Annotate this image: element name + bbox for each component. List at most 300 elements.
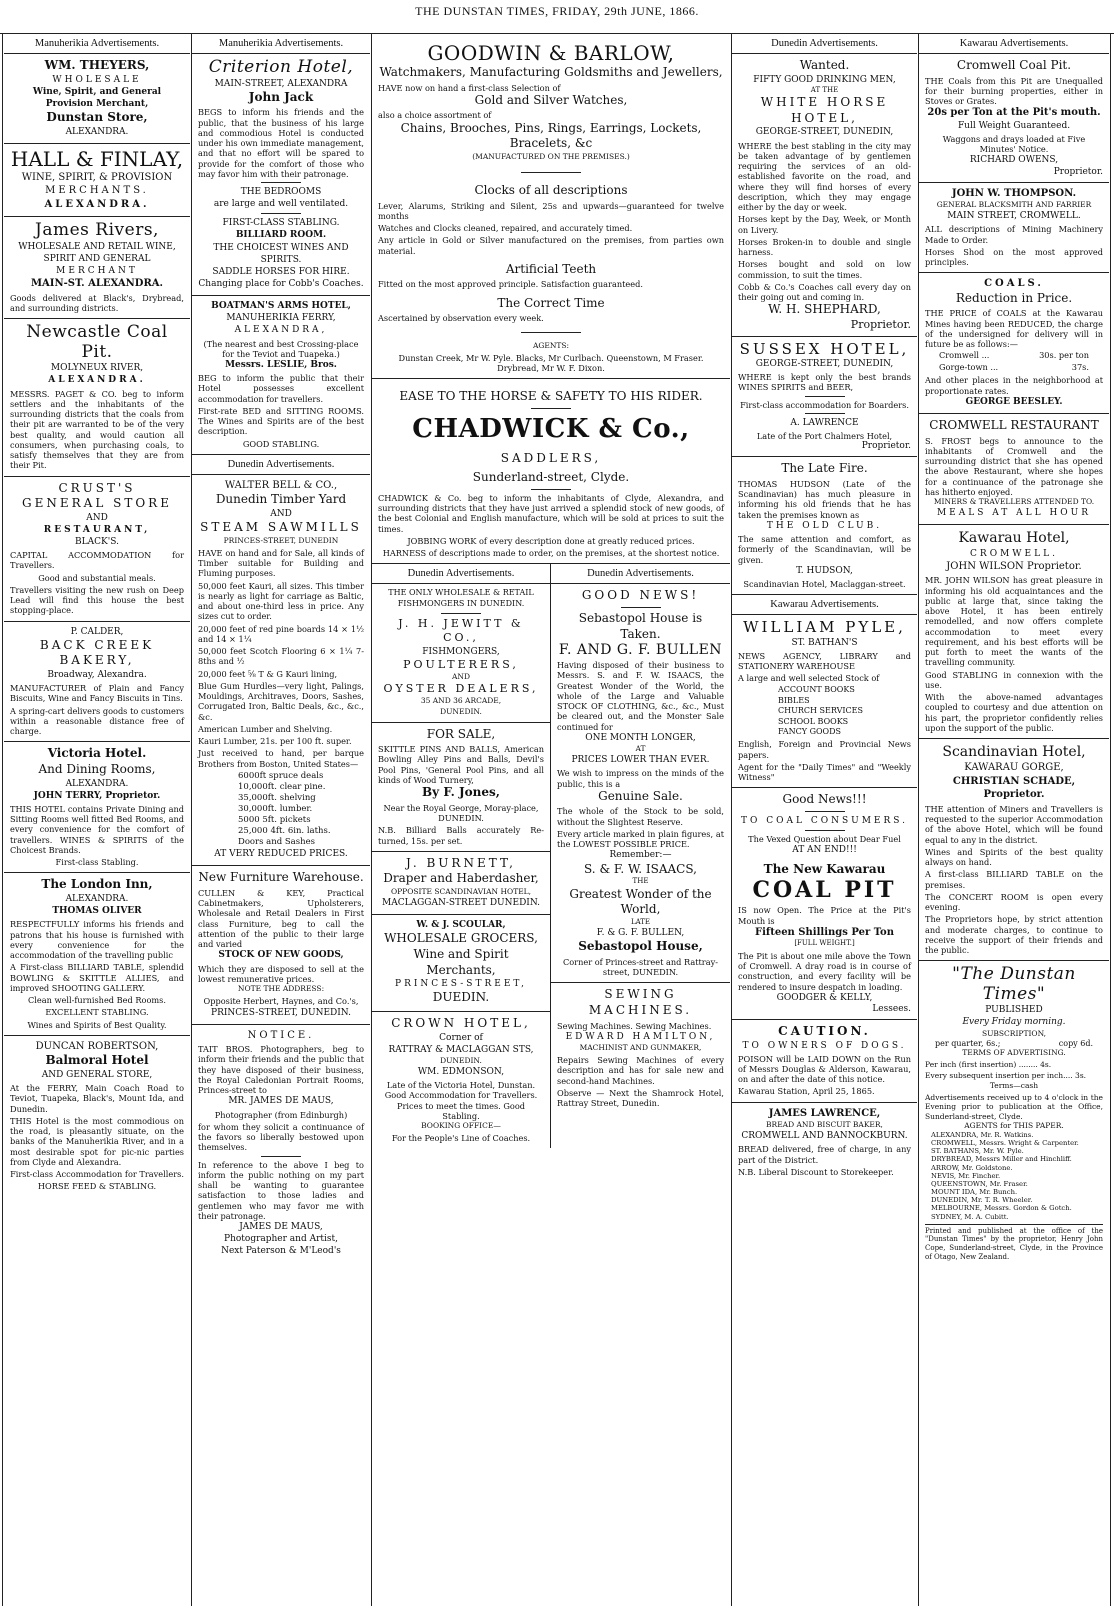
ad-line: Sebastopol House, (578, 939, 703, 954)
ad-line: ALEXANDRA. (65, 893, 129, 904)
divider (261, 182, 301, 183)
ad-body: Travellers visiting the new rush on Deep Lead will find this house the best stopping-place. (10, 584, 184, 616)
ad-body: First-rate BED and SITTING ROOMS. The Wines and Spirits are of the best description. (198, 405, 364, 437)
list-item: 5000 5ft. pickets (238, 815, 311, 826)
subscription-row (925, 1039, 1103, 1048)
ad-body: Wines and Spirits of Best Quality. (27, 1019, 167, 1030)
ad-scoular (372, 915, 550, 1012)
ad-body: Horses bought and sold on low commission, to suit the times. (738, 259, 911, 280)
ad-line: And Dining Rooms, (38, 762, 156, 777)
ad-newcastle-coal (4, 319, 190, 476)
ad-line: DUNEDIN. (440, 1055, 482, 1065)
ad-line: STEAM SAWMILLS (200, 520, 362, 535)
ad-body: The Vexed Question about Dear Fuel (748, 834, 901, 845)
ad-line: MAIN-STREET, ALEXANDRA (214, 78, 348, 89)
ad-body: POISON will be LAID DOWN on the Run of Messrs Douglas & Alderson, Kawarau, on and after the date of this notice. (738, 1053, 911, 1085)
ad-line: Balmoral Hotel (45, 1053, 149, 1068)
ad-line: Dunedin Timber Yard (215, 492, 347, 507)
ad-line: KAWARAU GORGE, (964, 762, 1064, 774)
ad-line: WM. EDMONSON, (417, 1066, 505, 1077)
ad-skittle (372, 723, 550, 852)
ad-body: HARNESS of descriptions made to order, on the premises, at the shortest notice. (382, 548, 720, 559)
column-2 (192, 34, 370, 1606)
ad-body: First-class Stabling. (55, 857, 139, 868)
ad-line: AT THE (810, 85, 839, 94)
ad-scandinavian-hotel (919, 739, 1109, 961)
subscription-copy: copy 6d. (1058, 1038, 1093, 1048)
ad-line: PRINCES-STREET, (395, 979, 527, 990)
list-item: 25,000 4ft. 6in. laths. (238, 826, 331, 837)
ad-line: NOTE THE ADDRESS: (237, 984, 325, 994)
ad-line: RATTRAY & MACLAGGAN STS, (388, 1044, 534, 1055)
ad-line: BACK CREEK BAKERY, (39, 637, 155, 668)
list-item: BIBLES (778, 695, 810, 705)
ad-body: Any article in Gold or Silver manufactured on the premises, from parties own material. (378, 235, 724, 256)
ad-theyers (4, 54, 190, 144)
ad-line: 20s per Ton at the Pit's mouth. (927, 107, 1101, 119)
ad-body: Dunstan Creek, Mr W. Pyle. Blacks, Mr Curlbach. Queenstown, M Fraser. Drybread, Mr W. F. Dixon. (398, 352, 704, 373)
ad-line: AT AN END!!! (792, 845, 857, 856)
ad-line: SADDLE HORSES FOR HIRE. (212, 266, 350, 277)
ad-body: THE attention of Miners and Travellers is requested to the superior Accommodation of the above Hotel, which will be found equal to any in the district. (925, 803, 1103, 845)
ad-title: DUNCAN ROBERTSON, (35, 1040, 159, 1052)
ad-late-fire (732, 457, 917, 595)
ad-line: TO OWNERS OF DOGS. (742, 1040, 907, 1051)
ad-body: WHERE the best stabling in the city may be taken advantage of by gentlemen requiring the services of an old-established favorite on the road, and where they will find horses of every description, which they may engage either by the day or week. (738, 140, 911, 212)
ad-line: WHOLESALE GROCERS, (384, 931, 538, 946)
ad-body: Sewing Machines. Sewing Machines. (557, 1020, 712, 1031)
section-heading: Dunedin Advertisements. (551, 564, 730, 584)
ad-body: THIS HOTEL contains Private Dining and Sitting Rooms well fitted Bed Rooms, and every convenience for the comfort of travellers. WINES & SPIRITS of the Choicest Brands. (10, 803, 184, 855)
ad-thompson (919, 183, 1109, 274)
ad-line: Terms—cash (989, 1080, 1039, 1090)
ad-coals-beesley (919, 273, 1109, 414)
ad-line: THE CHOICEST WINES AND SPIRITS. (213, 242, 349, 265)
ad-title: CHADWICK & Co., (412, 413, 690, 444)
ad-body: Clean well-furnished Bed Rooms. (28, 995, 166, 1006)
ad-title: SUSSEX HOTEL, (739, 339, 910, 358)
ad-title: GOODWIN & BARLOW, (427, 41, 675, 65)
ad-title: JAMES LAWRENCE, (768, 1107, 881, 1119)
ad-line: WINE, SPIRIT, & PROVISION (21, 171, 173, 183)
divider (805, 830, 845, 831)
ad-body: A spring-cart delivers goods to customers within a reasonable distance free of charge. (10, 705, 184, 737)
ad-body: THE PRICE of COALS at the Kawarau Mines having been REDUCED, the charge of the undersigned for delivery will in future be as follows:— (925, 308, 1103, 350)
ad-line: JOHN TERRY, Proprietor. (33, 790, 161, 801)
ad-line: AND GENERAL STORE, (41, 1069, 153, 1080)
ad-line: PRICES LOWER THAN EVER. (571, 755, 710, 766)
ad-line: ALEXANDRA. (48, 375, 146, 386)
ad-body: BEG to inform the public that their Hotel possesses excellent accommodation for travellers. (198, 373, 364, 404)
list-item: ACCOUNT BOOKS (778, 685, 855, 695)
ad-line: THE OLD CLUB. (766, 520, 883, 531)
ad-william-pyle (732, 615, 917, 788)
ad-dunstan-times (919, 961, 1109, 1266)
ad-body: Scandinavian Hotel, Maclaggan-street. (743, 579, 906, 589)
ad-body: The Proprietors hope, by strict attention and moderate charges, to continue to receive the support of their friends and the public. (925, 914, 1103, 955)
ad-line: MINERS & TRAVELLERS ATTENDED TO. (933, 497, 1095, 507)
ad-line: STOCK OF NEW GOODS, (218, 950, 344, 961)
ad-line: TO COAL CONSUMERS. (740, 815, 908, 826)
ad-body: 20,000 feet of red pine boards 14 × 1½ and 14 × 1¼ (198, 623, 364, 644)
ad-line: MR. JAMES DE MAUS, (228, 1096, 334, 1107)
ad-title: Victoria Hotel. (47, 746, 147, 761)
ad-line: GEORGE-STREET, DUNEDIN, (755, 359, 894, 370)
ad-line: MACLAGGAN-STREET DUNEDIN. (382, 898, 540, 909)
ad-title: WALTER BELL & CO., (224, 479, 338, 491)
ad-body: 50,000 feet Kauri, all sizes. This timber is nearly as light for carriage as Baltic, and about one-third less in price. Any sizes cut to order. (198, 580, 364, 622)
ad-body: A First-class BILLIARD TABLE, splendid BOWLING & SKITTLE ALLIES, and improved SHOOTING GALLERY. (10, 962, 184, 993)
ad-body: Lever, Alarums, Striking and Silent, 25s and upwards—guaranteed for twelve months (378, 200, 724, 221)
ad-line: Watchmakers, Manufacturing Goldsmiths and Jewellers, (379, 65, 723, 79)
ad-body: Which they are disposed to sell at the lowest remunerative prices. (198, 963, 364, 984)
ad-body: HAVE now on hand a first-class Selection of (378, 82, 561, 93)
ad-line: W. H. SHEPHARD, (768, 302, 881, 317)
ad-james-rivers (4, 217, 190, 319)
ad-title: J. H. JEWITT & CO., (398, 616, 524, 645)
ad-line: Chains, Brooches, Pins, Rings, Earrings, Lockets, Bracelets, &c (400, 120, 702, 151)
ad-line: Proprietor. (850, 317, 911, 331)
ad-balmoral-hotel (4, 1036, 190, 1197)
agents-list (925, 1131, 1103, 1221)
ad-boatmans-arms (192, 296, 370, 455)
ad-body: 50,000 feet Scotch Flooring 6 × 1¼ 7-8ths and ½ (198, 646, 364, 667)
ad-body: MANUFACTURER of Plain and Fancy Biscuits, Wine and Fancy Biscuits in Tins. (10, 683, 184, 704)
divider (531, 489, 571, 490)
ad-caution-dogs (732, 1020, 917, 1103)
list-item: 30,000ft. lumber. (238, 804, 313, 815)
list-item: QUEENSTOWN, Mr. Fraser. (931, 1179, 1028, 1188)
ad-line: Messrs. LESLIE, Bros. (225, 360, 337, 371)
ad-body: Goods delivered at Black's, Drybread, and surrounding districts. (10, 292, 184, 313)
divider (621, 607, 661, 608)
ad-line: Artificial Teeth (505, 261, 597, 276)
ad-line: OPPOSITE SCANDINAVIAN HOTEL, (390, 887, 532, 896)
masthead: THE DUNSTAN TIMES, FRIDAY, 29th JUNE, 1866. (415, 4, 699, 18)
ad-body: Waggons and drays loaded at Five Minutes' Notice. (942, 133, 1086, 155)
ad-line: F. & G. F. BULLEN, (596, 928, 685, 939)
ad-line: Provision Merchant, (45, 98, 149, 109)
ad-body: CHADWICK & Co. beg to inform the inhabitants of Clyde, Alexandra, and surrounding districts that they have just arrived a splendid stock of new goods, of the best Colonial and English manufacture, which will be sold at prices to suit the times. (378, 492, 724, 534)
ad-kawarau-hotel (919, 525, 1109, 739)
subcolumn-left (372, 564, 551, 1148)
ad-body: The CONCERT ROOM is open every evening. (925, 891, 1103, 912)
ad-line: GOODGER & KELLY, (776, 992, 873, 1003)
ad-line: SADDLERS, (500, 450, 602, 465)
list-item: SYDNEY, M. A. Cubitt. (931, 1212, 1009, 1221)
ad-line: WHOLESALE (52, 74, 142, 85)
ad-line: MACHINIST AND GUNMAKER, (579, 1043, 702, 1053)
ad-line: CROMWELL AND BANNOCKBURN. (741, 1131, 908, 1142)
ad-body: Late of the Port Chalmers Hotel, (756, 431, 893, 442)
ad-body: EXCELLENT STABLING. (45, 1007, 149, 1018)
ad-furniture-warehouse (192, 866, 370, 1024)
ad-line: Fifteen Shillings Per Ton (755, 926, 894, 938)
ad-body: MESSRS. PAGET & CO. beg to inform settlers and the inhabitants of the surrounding districts that the coals from their pit are warranted to be of the very best quality, and would caution all consumers, when purchasing coals, to satisfy themselves that they are from their Pit. (10, 388, 184, 471)
ad-line: LATE (630, 917, 651, 926)
ad-title: P. CALDER, (70, 626, 124, 637)
ad-line: PUBLISHED (985, 1005, 1043, 1016)
ad-title: Kawarau Hotel, (958, 530, 1070, 547)
ad-body: For the People's Line of Coaches. (391, 1133, 531, 1144)
list-item: 35,000ft. shelving (238, 793, 316, 804)
ad-line: Wine and Spirit Merchants, (413, 947, 509, 977)
ad-line: FIFTY GOOD DRINKING MEN, (753, 74, 896, 85)
ad-body: Having disposed of their business to Messrs. S. and F. W. ISAACS, the Greatest Wonder of the World, the whole of the Large and Valuable STOCK OF CLOTHING, &c., &c., Must be cleared out, and the Monster Sale continued for (557, 660, 724, 732)
ad-line: MERCHANT (56, 266, 138, 277)
ad-line: Proprietor. (1053, 166, 1103, 177)
ad-good-news-bullen (551, 584, 730, 983)
ad-title: New Furniture Warehouse. (198, 870, 364, 885)
ad-james-lawrence (732, 1103, 917, 1183)
ad-line: Broadway, Alexandra. (47, 670, 147, 681)
ad-kawarau-coal-pit (732, 788, 917, 1020)
divider (261, 213, 301, 214)
ad-line: BREAD AND BISCUIT BAKER, (766, 1120, 883, 1130)
ad-white-horse (732, 54, 917, 337)
list-item: NEVIS, Mr. Fincher. (931, 1171, 1001, 1180)
ad-body: Photographer (from Edinburgh) (214, 1109, 348, 1120)
ad-line: GENERAL STORE (22, 496, 172, 511)
list-item: DRYBREAD, Messrs Miller and Hinchliff. (931, 1155, 1072, 1164)
ad-title: Newcastle Coal Pit. (26, 322, 168, 362)
ad-body: Near the Royal George, Moray-place, DUNEDIN. (383, 802, 539, 824)
ad-body: CULLEN & KEY, Practical Cabinetmakers, Upholsterers, Wholesale and Retail Dealers in First class Furniture, beg to call the attention of the public to their large and varied (198, 887, 364, 950)
ad-body: At the FERRY, Main Coach Road to Teviot, Tuapeka, Black's, Mount Ida, and Dunedin. (10, 1083, 184, 1114)
ad-line: S. & F. W. ISAACS, (584, 861, 697, 876)
ad-title: The London Inn, (41, 877, 153, 892)
ad-body: With the above-named advantages coupled to courtesy and due attention on his part, the proprietor confidently relies upon the support of the public. (925, 692, 1103, 733)
ad-line: By F. Jones, (422, 785, 500, 800)
ad-line: Sunderland-street, Clyde. (472, 470, 630, 485)
ad-line: THOMAS OLIVER (52, 906, 142, 917)
ad-line: T. HUDSON, (796, 565, 853, 576)
ad-body: Opposite Herbert, Haynes, and Co.'s, (203, 996, 359, 1007)
ad-body: TAIT BROS. Photographers, beg to inform their friends and the public that they have disposed of their business, the Royal Caledonian Portrait Rooms, Princes-street to (198, 1044, 364, 1096)
ad-body: Wines and Spirits of the best quality always on hand. (925, 846, 1103, 867)
ad-line: Lessees. (872, 1003, 911, 1014)
ad-body: Horses Broken-in to double and single harness. (738, 236, 911, 257)
ad-body: The Pit is about one mile above the Town of Cromwell. A dray road is in course of construction, and every facility will be rendered to insure despatch in loading. (738, 950, 911, 992)
ad-line: GEORGE BEESLEY. (965, 396, 1063, 407)
ad-body: also a choice assortment of (378, 110, 492, 121)
ad-body: Fitted on the most approved principle. Satisfaction guaranteed. (378, 279, 643, 290)
ad-title: Cromwell Coal Pit. (956, 58, 1072, 72)
ad-body: CAPITAL ACCOMMODATION for Travellers. (10, 550, 184, 571)
ad-line: MOLYNEUX RIVER, (50, 363, 144, 374)
ad-line: MAIN STREET, CROMWELL. (947, 211, 1081, 222)
list-item: DUNEDIN, Mr. T. R. Wheeler. (931, 1196, 1033, 1205)
ad-line: WHITE HORSE HOTEL, (760, 95, 889, 125)
ad-title: HALL & FINLAY, (10, 146, 184, 171)
ad-line: RICHARD OWENS, (969, 155, 1059, 166)
stock-list (778, 685, 911, 737)
column-5 (919, 34, 1109, 1606)
ad-body: First-class accommodation for Boarders. (740, 399, 909, 410)
ad-line: DUNEDIN. (440, 706, 482, 716)
ad-line: ALEXANDRA. (65, 778, 129, 789)
ad-title: BOATMAN'S ARMS HOTEL, (211, 301, 351, 312)
section-heading: Dunedin Advertisements. (192, 455, 370, 475)
ad-line: Corner of (439, 1032, 483, 1043)
ad-body: S. FROST begs to announce to the inhabitants of Cromwell and the surrounding district that she has opened the above Restaurant, where she hopes for a continuance of the patronage she has hitherto enjoyed. (925, 435, 1103, 497)
ad-title: CROWN HOTEL, (391, 1015, 531, 1030)
ad-body: SKITTLE PINS AND BALLS, American Bowling Alley Pins and Balls, Devil's Pool Pins, 'General Pool Pins, and all kinds of Wood Turnery, (378, 744, 544, 785)
list-item: Doors and Sashes (238, 837, 315, 848)
ad-line: TERMS OF ADVERTISING. (962, 1047, 1066, 1057)
ad-line: EASE TO THE HORSE & SAFETY TO HIS RIDER. (399, 389, 703, 404)
ad-walter-bell (192, 475, 370, 866)
ad-title: Wanted. (799, 58, 850, 72)
ad-line: ALEXANDRA. (44, 198, 150, 210)
ad-line: Changing place for Cobb's Coaches. (198, 279, 364, 290)
ad-line: POULTERERS, (403, 657, 519, 671)
ad-body: American Lumber and Shelving. (198, 723, 333, 734)
ad-line: FIRST-CLASS STABLING. (222, 218, 340, 229)
price-value: 30s. per ton (1039, 350, 1089, 361)
ad-line: MEALS AT ALL HOUR (936, 508, 1092, 519)
ad-line: PRINCES-STREET, DUNEDIN (223, 535, 339, 545)
ad-line: are large and well ventilated. (213, 199, 349, 210)
ad-line: BLACK'S. (75, 537, 119, 548)
ad-body: HORSE FEED & STABLING. (37, 1181, 157, 1192)
ad-crown-hotel (372, 1012, 550, 1149)
list-item: MOUNT IDA, Mr. Bunch. (931, 1188, 1018, 1197)
column-4 (732, 34, 917, 1606)
divider (261, 1156, 301, 1157)
column-rule (2, 34, 3, 1606)
ad-body: Watches and Clocks cleaned, repaired, and accurately timed. (378, 223, 633, 234)
ad-line: PRINCES-STREET, DUNEDIN. (211, 1007, 351, 1018)
ad-line: ST. BATHAN'S (791, 637, 858, 648)
ad-body: RESPECTFULLY informs his friends and patrons that his house is furnished with every convenience for the accommodation of the travelling public (10, 919, 184, 961)
ad-body: Corner of Princes-street and Rattray-street, DUNEDIN. (562, 956, 718, 978)
ad-title: COALS. (984, 278, 1044, 290)
ad-line: Full Weight Guaranteed. (957, 120, 1071, 131)
ad-body: Observe — Next the Shamrock Hotel, Rattray Street, Dunedin. (557, 1087, 724, 1109)
ad-line: MAIN-ST. ALEXANDRA. (30, 278, 164, 290)
ad-body: English, Foreign and Provincial News papers. (738, 739, 911, 760)
ad-body: 20,000 feet ⅝ T & G Kauri lining, (198, 668, 338, 679)
price-row (925, 361, 1103, 373)
ad-body: Good and substantial meals. (38, 572, 156, 583)
ad-criterion-hotel (192, 54, 370, 296)
column-3 (372, 34, 730, 1606)
price-row (925, 349, 1103, 361)
list-item: 6000ft spruce deals (238, 770, 324, 781)
ad-line: FISHMONGERS, (422, 646, 500, 657)
ad-sewing-machines (551, 983, 730, 1113)
ad-notice-de-maus (192, 1025, 370, 1263)
ad-line: JAMES DE MAUS, (239, 1222, 323, 1233)
ad-line: Dunstan Store, (46, 110, 148, 125)
ad-title: CROMWELL RESTAURANT (929, 418, 1099, 433)
ad-line: F. AND G. F. BULLEN (558, 642, 723, 659)
ad-line: AND (452, 671, 470, 681)
ad-body: HAVE on hand and for Sale, all kinds of Timber suitable for Building and Fluming purposes. (198, 547, 364, 579)
ad-title: JOHN W. THOMPSON. (951, 187, 1077, 199)
ad-line: GEORGE-STREET, DUNEDIN, (755, 127, 894, 138)
ad-line: COAL PIT (752, 877, 897, 904)
ad-body: N.B. Liberal Discount to Storekeeper. (738, 1166, 894, 1177)
list-item: CROMWELL, Messrs. Wright & Carpenter. (931, 1139, 1079, 1148)
ad-victoria-hotel (4, 742, 190, 873)
divider (805, 811, 845, 812)
ad-line: AND (270, 509, 292, 520)
section-heading: Kawarau Advertisements. (732, 595, 917, 615)
ad-title: The Late Fire. (781, 461, 868, 476)
ad-line: The Correct Time (497, 295, 605, 310)
divider (441, 613, 481, 614)
ad-body: THE Coals from this Pit are Unequalled for their burning properties, either in Stoves or Grates. (925, 75, 1103, 107)
ad-body: BREAD delivered, free of charge, in any part of the District. (738, 1144, 911, 1165)
ad-line: SUBSCRIPTION, (981, 1028, 1047, 1038)
ad-title: J. BURNETT, (405, 855, 516, 870)
section-heading: Dunedin Advertisements. (732, 34, 917, 54)
ad-body: (The nearest and best Crossing-place for the Teviot and Tuapeka.) (203, 338, 359, 359)
imprint: Printed and published at the office of the "Dunstan Times" by the proprietor, Henry John Cope, Sunderland-street, Clyde, in the Province of Otago, New Zealand. (925, 1224, 1103, 1262)
ad-body: Every subsequent insertion per inch.... 3s. (925, 1071, 1087, 1081)
section-heading: Manuherikia Advertisements. (4, 34, 190, 54)
list-item: ST. BATHANS, Mr. W. Pyle. (931, 1147, 1024, 1156)
price-value: 37s. (1071, 362, 1089, 373)
list-item: ARROW, Mr. Goldstone. (931, 1163, 1013, 1172)
ad-title: FOR SALE, (426, 726, 496, 741)
ad-body: BEGS to inform his friends and the public, that the business of his large and commodious Hotel is conducted under his own immediate management, and that no effort will be spared to provide for the comfort of those who may favor him with their patronage. (198, 107, 364, 179)
ad-body: THOMAS HUDSON (Late of the Scandinavian) has much pleasure in informing his old friends that he has taken the premises known as (738, 478, 911, 520)
ad-body: Just received to hand, per barque Brothers from Boston, United States— (198, 748, 364, 769)
ad-line: BOOKING OFFICE— (421, 1121, 501, 1131)
list-item: MELBOURNE, Messrs. Gordon & Gotch. (931, 1204, 1072, 1213)
section-heading: Manuherikia Advertisements. (192, 34, 370, 54)
ad-line: THE BEDROOMS (240, 187, 322, 198)
ad-body: MR. JOHN WILSON has great pleasure in informing his old acquaintances and the public at large that, since taking the above Hotel, it has been entirely remodelled, and now offers complete accommodation to meet every requirement, and his best efforts will be put forth to meet the wants of the travelling community. (925, 575, 1103, 668)
ad-line: Genuine Sale. (598, 788, 683, 803)
ad-title: CRUST'S (58, 480, 136, 495)
ad-line: AT (635, 744, 646, 754)
subcolumn-right (551, 564, 730, 1148)
ad-line: [FULL WEIGHT.] (794, 939, 855, 948)
ad-body: GOOD STABLING. (242, 438, 320, 449)
ad-title: GOOD NEWS! (581, 588, 700, 603)
ad-body: The same attention and comfort, as formerly of the Scandinavian, will be given. (738, 534, 911, 565)
ad-body: Ascertained by observation every week. (378, 313, 544, 324)
ad-line: Proprietor. (861, 441, 911, 452)
subscription-quarter: per quarter, 6s.; (935, 1038, 1001, 1048)
ad-body: Cobb & Co.'s Coaches call every day on their going out and coming in. (738, 281, 911, 302)
timber-list (238, 771, 364, 848)
ad-body: ALL descriptions of Mining Machinery Made to Order. (925, 224, 1103, 245)
list-item: CHURCH SERVICES (778, 706, 863, 716)
ad-calder (4, 622, 190, 743)
ad-line: The New Kawarau (763, 862, 886, 877)
ad-body: Agent for the "Daily Times" and "Weekly Witness" (738, 761, 911, 783)
ad-line: ONE MONTH LONGER, (585, 732, 696, 743)
ad-line: Remember:— (609, 850, 672, 861)
ad-cromwell-coal-pit (919, 54, 1109, 183)
ad-body: Repairs Sewing Machines of every description and has for sale new and second-hand Machines. (557, 1055, 724, 1086)
ad-line: MANUHERIKIA FERRY, (226, 313, 336, 324)
ad-line: WHOLESALE AND RETAIL WINE, (18, 241, 176, 252)
ad-line: Greatest Wonder of the World, (569, 886, 712, 917)
ad-body: Blue Gum Hurdles—very light, Palings, Mouldings, Architraves, Doors, Sashes, Corrugated Iron, Baltic Deals, &c., &c., &c. (198, 680, 364, 722)
ad-title: NOTICE. (247, 1029, 315, 1041)
ad-title: Good News!!! (782, 792, 867, 807)
ad-body: Good STABLING in connexion with the use. (925, 669, 1103, 690)
ad-line: GENERAL BLACKSMITH AND FARRIER (936, 200, 1092, 210)
ad-line: (MANUFACTURED ON THE PREMISES.) (472, 151, 630, 161)
ad-line: JOHN WILSON Proprietor. (946, 560, 1082, 572)
